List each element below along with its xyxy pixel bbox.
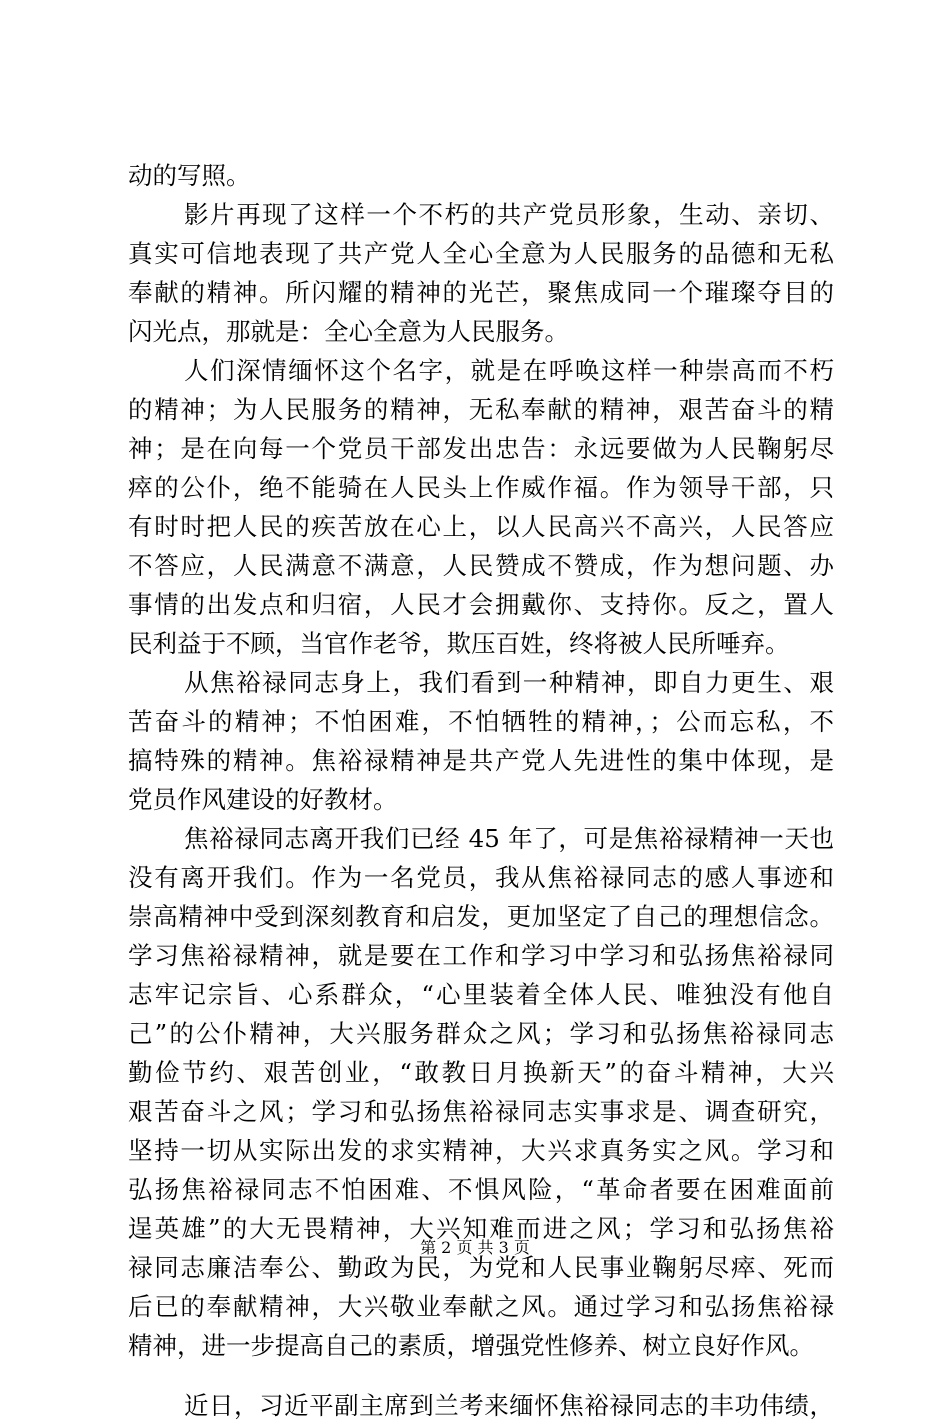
text-line: 奉献的精神。所闪耀的精神的光芒，聚焦成同一个璀璨夺目的	[128, 278, 834, 307]
text-line: 禄同志廉洁奉公、勤政为民，为党和人民事业鞠躬尽瘁、死而	[128, 1253, 834, 1282]
text-line: 艰苦奋斗之风；学习和弘扬焦裕禄同志实事求是、调查研究，	[128, 1097, 834, 1126]
text-line: 焦裕禄同志离开我们已经 45 年了，可是焦裕禄精神一天也	[184, 824, 834, 853]
text-line: 精神，进一步提高自己的素质，增强党性修养、树立良好作风。	[128, 1331, 814, 1360]
paragraph-p4	[128, 819, 834, 1365]
text-line: 近日，习近平副主席到兰考来缅怀焦裕禄同志的丰功伟绩，	[184, 1391, 834, 1420]
text-line: 神；是在向每一个党员干部发出忠告：永远要做为人民鞠躬尽	[128, 434, 834, 463]
paragraph-p5	[128, 1386, 834, 1425]
text-line: 的精神；为人民服务的精神，无私奉献的精神，艰苦奋斗的精	[128, 395, 834, 424]
text-line: 动的写照。	[128, 161, 251, 190]
paragraph-gap	[128, 1365, 834, 1386]
text-line: 瘁的公仆，绝不能骑在人民头上作威作福。作为领导干部，只	[128, 473, 834, 502]
text-line: 搞特殊的精神。焦裕禄精神是共产党人先进性的集中体现，是	[128, 746, 834, 775]
text-line: 苦奋斗的精神；不怕困难，不怕牺牲的精神，；公而忘私，不	[128, 707, 834, 736]
text-line: 有时时把人民的疾苦放在心上，以人民高兴不高兴，人民答应	[128, 512, 834, 541]
text-line: 事情的出发点和归宿，人民才会拥戴你、支持你。反之，置人	[128, 590, 834, 619]
text-line: 后已的奉献精神，大兴敬业奉献之风。通过学习和弘扬焦裕禄	[128, 1292, 834, 1321]
text-line: 志牢记宗旨、心系群众，“心里装着全体人民、唯独没有他自	[128, 980, 834, 1009]
text-line: 学习焦裕禄精神，就是要在工作和学习中学习和弘扬焦裕禄同	[128, 941, 834, 970]
text-line: 崇高精神中受到深刻教育和启发，更加坚定了自己的理想信念。	[128, 902, 834, 931]
text-line: 没有离开我们。作为一名党员，我从焦裕禄同志的感人事迹和	[128, 863, 834, 892]
document-body	[128, 156, 834, 1425]
paragraph-p3	[128, 663, 834, 819]
paragraph-p0	[128, 156, 834, 195]
paragraph-p2	[128, 351, 834, 663]
text-line: 弘扬焦裕禄同志不怕困难、不惧风险，“革命者要在困难面前	[128, 1175, 834, 1204]
text-line: 逞英雄”的大无畏精神，大兴知难而进之风；学习和弘扬焦裕	[128, 1214, 834, 1243]
text-line: 真实可信地表现了共产党人全心全意为人民服务的品德和无私	[128, 239, 834, 268]
text-line: 党员作风建设的好教材。	[128, 785, 398, 814]
text-line: 坚持一切从实际出发的求实精神，大兴求真务实之风。学习和	[128, 1136, 834, 1165]
text-line: 从焦裕禄同志身上，我们看到一种精神，即自力更生、艰	[184, 668, 834, 697]
text-line: 闪光点，那就是：全心全意为人民服务。	[128, 317, 569, 346]
text-line: 勤俭节约、艰苦创业，“敢教日月换新天”的奋斗精神，大兴	[128, 1058, 834, 1087]
paragraph-p1	[128, 195, 834, 351]
text-line: 不答应，人民满意不满意，人民赞成不赞成，作为想问题、办	[128, 551, 834, 580]
text-line: 人们深情缅怀这个名字，就是在呼唤这样一种崇高而不朽	[184, 356, 834, 385]
text-line: 民利益于不顾，当官作老爷，欺压百姓，终将被人民所唾弃。	[128, 629, 790, 658]
text-line: 己”的公仆精神，大兴服务群众之风；学习和弘扬焦裕禄同志	[128, 1019, 834, 1048]
page-number-footer: 第 2 页 共 3 页	[420, 1238, 530, 1257]
text-line: 影片再现了这样一个不朽的共产党员形象，生动、亲切、	[184, 200, 834, 229]
